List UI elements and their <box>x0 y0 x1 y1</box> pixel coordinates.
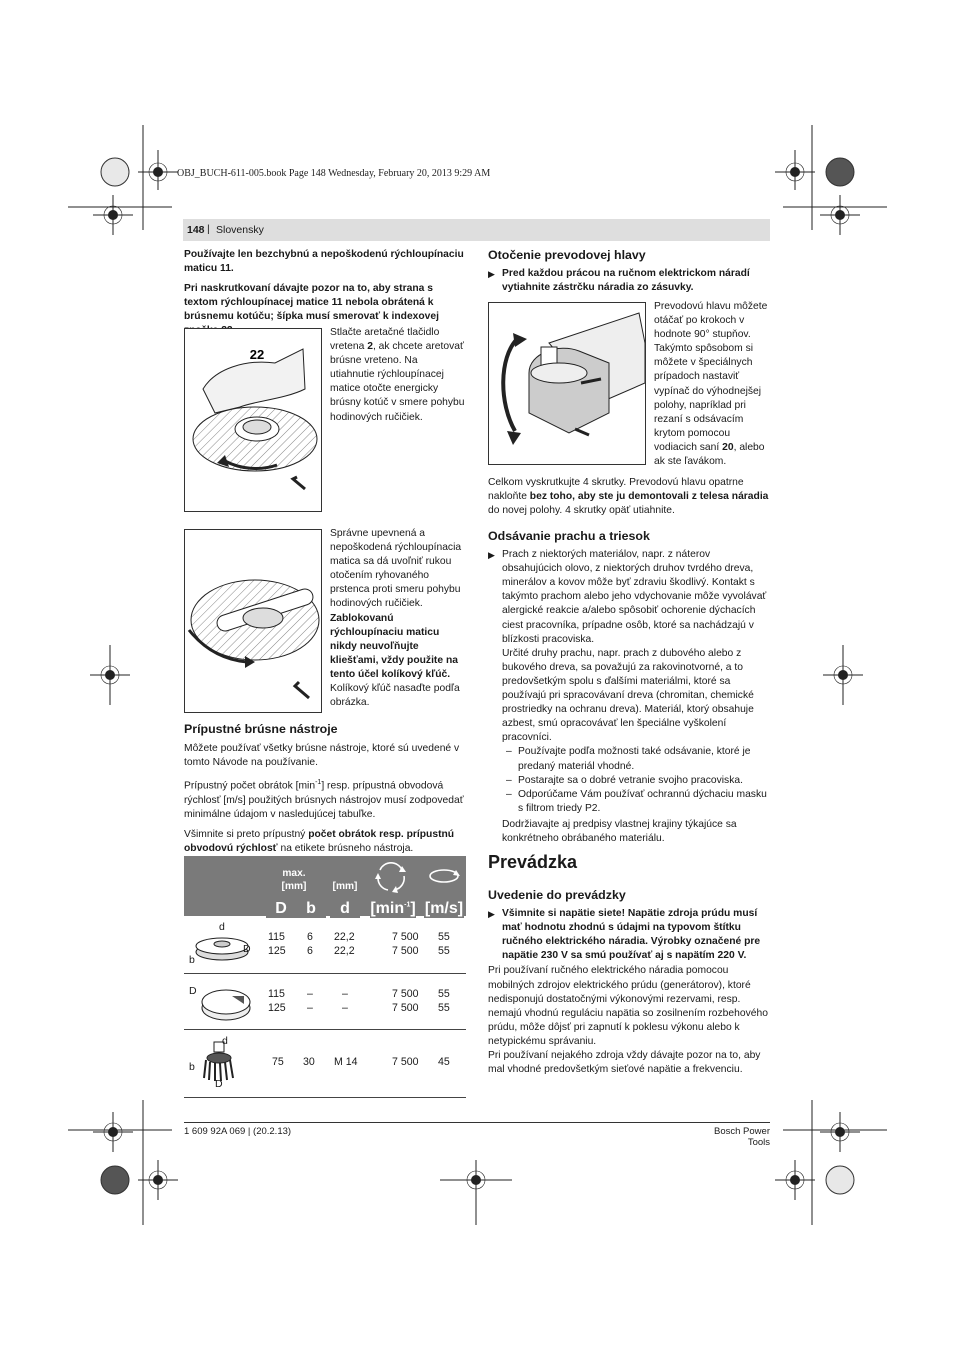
row1-d: 22,2 22,2 <box>334 931 355 957</box>
figure2-caption <box>330 527 465 710</box>
startup-p2: Pri používaní nejakého zdroja vždy dávajte pozor na to, aby mal vhodné predovšetkým sieťové napätie a frekvenciu. <box>488 1050 761 1076</box>
rpm-icon <box>372 860 410 894</box>
rotate-heading: Otočenie prevodovej hlavy <box>488 248 646 262</box>
dust-dash-2: – Postarajte sa o dobré vetranie svojho pracoviska. <box>506 774 743 786</box>
page-bar <box>183 219 770 241</box>
fig2-text-a: Správne upevnená a nepoškodená rýchloupínacia matica sa dá uvoľniť rukou otočením ryhovaného prstenca proti smeru pohybu hodinových ručičiek. <box>330 528 462 610</box>
page-number: 148 <box>187 224 205 236</box>
warning-nut: Používajte len bezchybnú a nepoškodenú rýchloupínaciu maticu 11. <box>184 249 464 275</box>
index-mark-label: 22 <box>249 347 265 362</box>
fig2-text-b: Zablokovanú rýchloupínaciu maticu nikdy neuvoľňujte kliešťami, vždy použite na tento účel kolíkový kľúč. <box>330 612 458 680</box>
row2-ms: 55 55 <box>438 988 450 1014</box>
peripheral-speed-icon <box>426 866 462 886</box>
row2-d: – – <box>342 988 348 1014</box>
operation-heading: Prevádzka <box>488 852 578 872</box>
bar-separator: | <box>207 223 210 235</box>
row3-rpm: 7 500 <box>392 1056 419 1068</box>
tools-section <box>184 722 466 862</box>
row2-b: – – <box>307 988 313 1014</box>
row3-label-D: D <box>215 1078 223 1090</box>
row-divider <box>184 973 466 974</box>
row1-ms: 55 55 <box>438 931 450 957</box>
row1-D: 115 125 <box>268 931 286 957</box>
figure-tighten-nut <box>184 328 322 512</box>
dust-dash-3: – Odporúčame Vám používať ochrannú dýchaciu masku s filtrom triedy P2. <box>506 788 767 814</box>
th-D: D <box>266 900 296 918</box>
row2-D: 115 125 <box>268 988 286 1014</box>
fig1-text-c: , ak chcete aretovať brúsne vreteno. Na utiahnutie rýchloupínacej matice otočte energicky brúsny kotúč v smere pohybu hodinových ručičiek. <box>330 341 465 423</box>
row3-ms: 45 <box>438 1056 450 1068</box>
fig1-text-a: Stlačte aretačné tlačidlo vretena <box>330 327 440 353</box>
row2-rpm: 7 500 7 500 <box>392 988 419 1014</box>
row3-D: 75 <box>272 1056 284 1068</box>
footer-rule <box>184 1122 770 1123</box>
dust-section <box>488 529 770 846</box>
figure1-caption <box>330 326 465 431</box>
dust-bullet: ▶ Prach z niektorých materiálov, napr. z náterov obsahujúcich olovo, z niektorých druhov tvrdého dreva, minerálov a kovov môže byť zdraviu škodlivý. Kontakt s takýmto prachom alebo jeho vdychovanie môže vyvolávať alergické reakcie a/alebo spôsobiť ochorenie dýchacích ciest pracovníka, prípadne osôb, ktoré sa nachádzajú v blízkosti pracoviska. Určité druhy prachu, napr. prach z dubového alebo z bukového dreva, sa považujú za rakovinotvorné, a to predovšetkým spolu s ďalšími materiálmi, ktoré sa používajú pri spracovávaní dreva (chromitan, chemické prostriedky na ochranu dreva). Materiál, ktorý obsahuje azbest, smú opracovávať len špeciálne vyškolení pracovníci. – Používajte podľa možnosti také odsávanie, ktoré je predaný materiál vhodné. – Postarajte sa o dobré vetranie svojho pracoviska. – Odporúčame Vám používať ochrannú dýchaciu masku s filtrom triedy P2. Dodržiavajte aj predpisy vlastnej krajiny týkajúce sa konkrétneho obrábaného materiálu. <box>488 548 770 846</box>
row1-label-b: b <box>189 954 195 966</box>
tools-heading: Prípustné brúsne nástroje <box>184 722 338 736</box>
figure-gear-head <box>488 302 646 465</box>
th-d: d <box>330 900 360 918</box>
th-ms: [m/s] <box>424 900 464 917</box>
dust-heading: Odsávanie prachu a triesok <box>488 529 650 543</box>
fig1-text-b: 2 <box>367 341 373 353</box>
startup-p1: Pri používaní ručného elektrického náradia pomocou mobilných zdrojov elektrického prúdu (generátorov), ktoré nedisponujú dostatočnými výkonovými rezervami, resp. nemajú vhodnú reguláciu napätia so zosilnením rozbehového prúdu, môže dôjsť pri zapnutí k poklesu výkonu alebo k netypickému správaniu. <box>488 965 768 1047</box>
row-divider <box>184 1029 466 1030</box>
operation-heading-wrap <box>488 852 577 873</box>
rotate-bullet: ▶ Pred každou prácou na ručnom elektrickom náradí vytiahnite zástrčku náradia zo zásuvky. <box>488 268 750 294</box>
th-b: b <box>296 900 326 918</box>
file-header: OBJ_BUCH-611-005.book Page 148 Wednesday, February 20, 2013 9:29 AM <box>177 168 491 179</box>
row-divider <box>184 1097 466 1098</box>
row1-b: 6 6 <box>307 931 313 957</box>
rotate-head-section <box>488 248 770 295</box>
th-max: max. <box>279 868 309 879</box>
startup-heading: Uvedenie do prevádzky <box>488 888 626 902</box>
gear-head-caption: Prevodovú hlavu môžete otáčať po krokoch v hodnote 90° stupňov. Takýmto spôsobom si môžete v špeciálnych prípadoch nastaviť vypínač do výhodnejšej polohy, napríklad pri rezaní s odsávacím krytom pomocou vodiacich saní 20, alebo ak ste ľavákom. <box>654 301 768 468</box>
startup-section <box>488 888 770 1077</box>
row3-d: M 14 <box>334 1056 358 1068</box>
row3-label-b: b <box>189 1061 195 1073</box>
rotate-instructions: Celkom vyskrutkujte 4 skrutky. Prevodovú hlavu opatrne nakloňte bez toho, aby ste ju demontovali z telesa náradia do novej polohy. 4 skrutky opäť utiahnite. <box>488 477 769 517</box>
th-rpm: $[\min^{-1}]$ <box>370 900 416 917</box>
figure-release-nut <box>184 529 322 713</box>
th-mm1: [mm] <box>279 881 309 892</box>
row1-label-D: D <box>243 943 251 955</box>
dust-note: Dodržiavajte aj predpisy vlastnej krajiny týkajúce sa konkrétneho obrábaného materiálu. <box>502 818 737 844</box>
row2-label-D: D <box>189 985 197 997</box>
th-mm2: [mm] <box>330 881 360 892</box>
footer-doc-number: 1 609 92A 069 | (20.2.13) <box>184 1126 292 1137</box>
startup-bullet: ▶ Všimnite si napätie siete! Napätie zdroja prúdu musí mať hodnotu zhodnú s údajmi na typovom štítku ručného elektrického náradia. Výrobky označené pre napätie 230 V sa smú používať aj s napätím 220 V. <box>488 908 761 962</box>
tools-p1: Môžete používať všetky brúsne nástroje, ktoré sú uvedené v tomto Návode na používanie. <box>184 743 460 769</box>
warning-orientation: Pri naskrutkovaní dávajte pozor na to, aby strana s textom rýchloupínacej matice 11 nebola obrátená k brúsnemu kotúču; šípka musí smerovať k indexovej <box>184 283 439 323</box>
sanding-sheet-icon <box>198 984 254 1024</box>
tools-p3: Všimnite si preto prípustný počet obrátok resp. prípustnú obvodovú rýchlosť na etikete brúsneho nástroja. <box>184 828 455 855</box>
tools-p2: Prípustný počet obrátok $[\min^{-1}]$ resp. prípustná obvodová rýchlosť [m/s] použitých brúsnych nástrojov musí zodpovedať minimálne údajom v nasledujúcej tabuľke. <box>184 779 464 820</box>
dust-dash-1: – Používajte podľa možnosti také odsávanie, ktoré je predaný materiál vhodné. <box>506 746 751 772</box>
row3-b: 30 <box>303 1056 315 1068</box>
row1-rpm: 7 500 7 500 <box>392 931 419 957</box>
section-name: Slovensky <box>216 224 264 236</box>
row1-label-d: d <box>219 921 225 933</box>
fig2-text-c: Kolíkový kľúč nasaďte podľa obrázka. <box>330 683 460 709</box>
row3-label-d: d <box>222 1035 228 1047</box>
footer-brand: Bosch Power Tools <box>714 1126 770 1148</box>
